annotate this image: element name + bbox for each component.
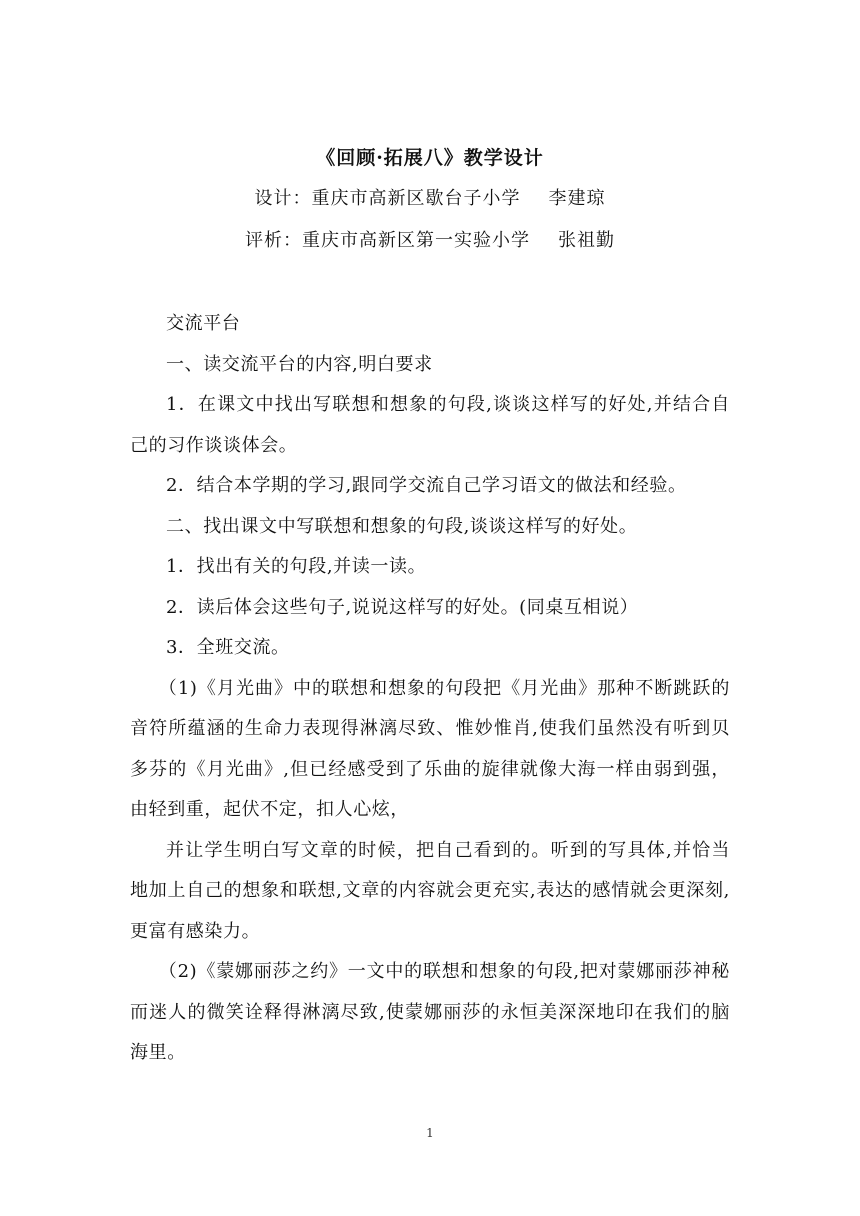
designer-line	[0, 181, 860, 217]
paragraph: 并让学生明白写文章的时候，把自己看到的。听到的写具体,并恰当地加上自己的想象和联想,文章的内容就会更充实,表达的感情就会更深刻,更富有感染力。	[130, 839, 730, 942]
paragraph: 1．在课文中找出写联想和想象的句段,谈谈这样写的好处,并结合自己的习作谈谈体会。	[130, 394, 730, 456]
paragraph: 二、找出课文中写联想和想象的句段,谈谈这样写的好处。	[166, 515, 638, 537]
paragraph: （1)《月光曲》中的联想和想象的句段把《月光曲》那种不断跳跃的音符所蕴涵的生命力表现得淋漓尽致、惟妙惟肖,使我们虽然没有听到贝多芬的《月光曲》,但已经感受到了乐曲的旋律就像大海一样由弱到强，由轻到重，起伏不定，扣人心炫，	[130, 677, 730, 820]
page-number: 1	[426, 1126, 434, 1140]
paragraph: （2)《蒙娜丽莎之约》一文中的联想和想象的句段,把对蒙娜丽莎神秘而迷人的微笑诠释得淋漓尽致,使蒙娜丽莎的永恒美深深地印在我们的脑海里。	[130, 961, 730, 1063]
designer-school: 设计：重庆市高新区歇台子小学	[254, 188, 521, 209]
document-body	[130, 304, 730, 1074]
reviewer-school: 评析：重庆市高新区第一实验小学	[245, 230, 530, 251]
reviewer-line	[0, 223, 860, 259]
paragraph: 2．结合本学期的学习,跟同学交流自己学习语文的做法和经验。	[166, 475, 687, 496]
paragraph: 3．全班交流。	[166, 637, 290, 658]
paragraph: 2．读后体会这些句子,说说这样写的好处。(同桌互相说）	[166, 596, 639, 618]
reviewer-name: 张祖勤	[558, 230, 615, 251]
document-title: 《回顾·拓展八》教学设计	[316, 147, 544, 169]
paragraph: 一、读交流平台的内容,明白要求	[166, 353, 433, 375]
paragraph: 1．找出有关的句段,并读一读。	[166, 556, 427, 577]
designer-name: 李建琼	[548, 188, 606, 209]
section-heading: 交流平台	[166, 313, 241, 334]
